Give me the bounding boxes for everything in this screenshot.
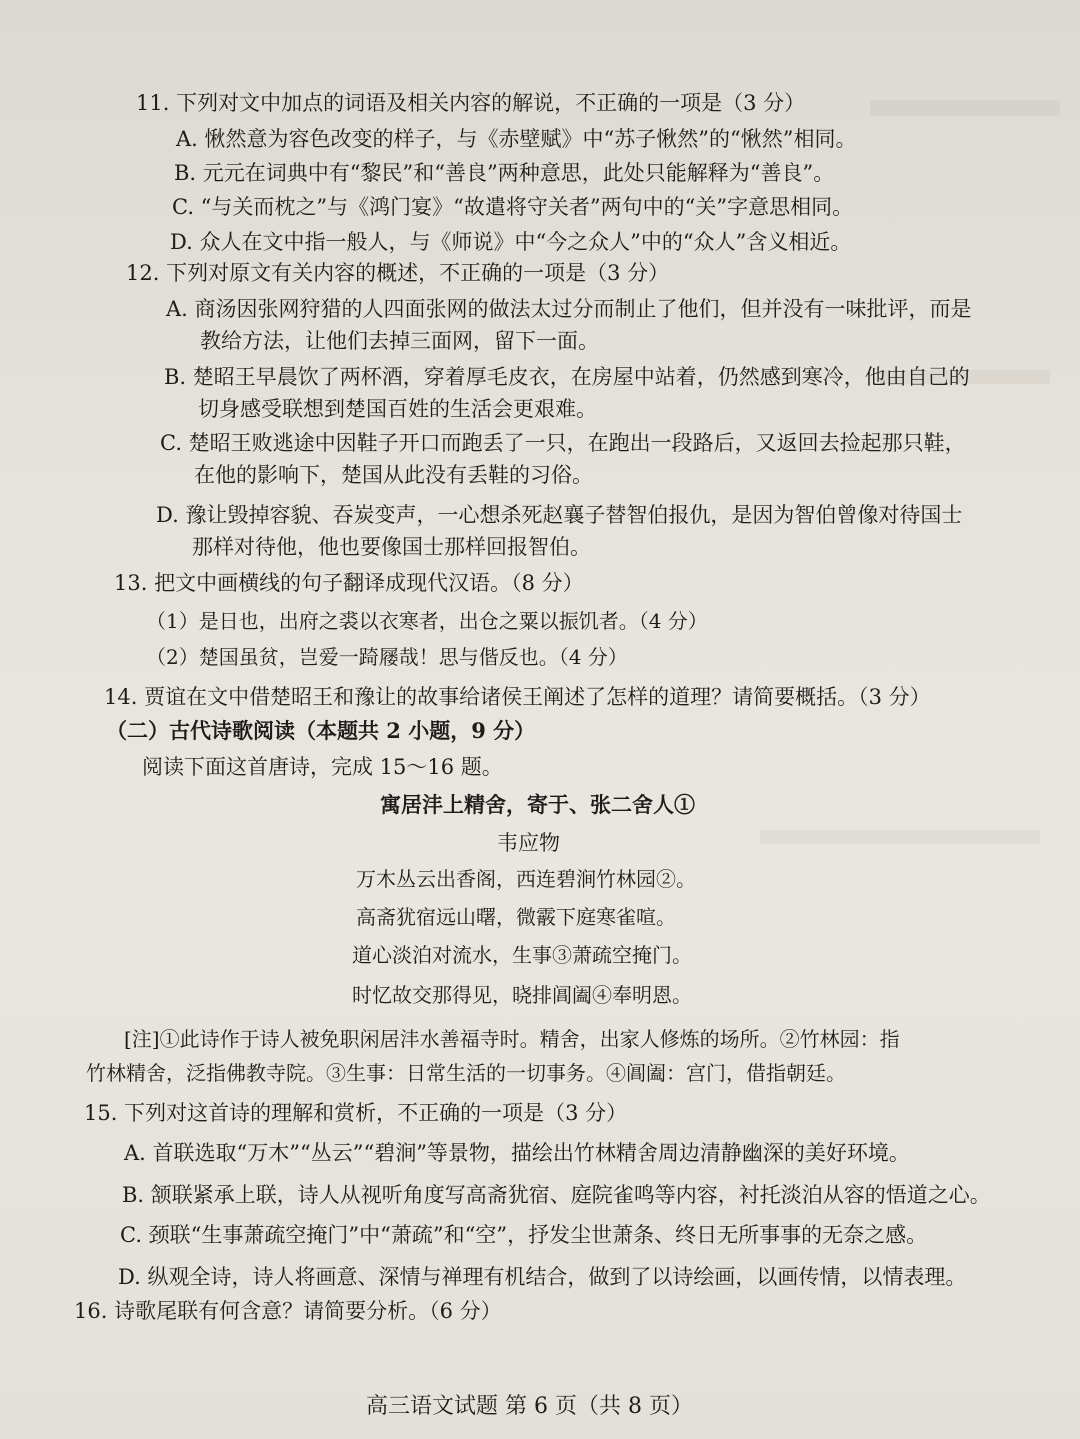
poem-line-3: 道心淡泊对流水，生事③萧疏空掩门。: [352, 943, 692, 967]
q15-stem: 15. 下列对这首诗的理解和赏析，不正确的一项是（3 分）: [84, 1101, 628, 1125]
q13-stem: 13. 把文中画横线的句子翻译成现代汉语。（8 分）: [114, 571, 584, 595]
poem-line-4: 时忆故交那得见，晓排阊阖④奉明恩。: [352, 983, 692, 1007]
q12-option-b-line1: B. 楚昭王早晨饮了两杯酒，穿着厚毛皮衣，在房屋中站着，仍然感到寒冷，他由自己的: [164, 365, 970, 389]
q12-option-c-line2: 在他的影响下，楚国从此没有丢鞋的习俗。: [194, 463, 593, 487]
poem-line-2: 高斋犹宿远山曙，微霰下庭寒雀喧。: [356, 905, 676, 929]
q12-option-a-line1: A. 商汤因张网狩猎的人四面张网的做法太过分而制止了他们，但并没有一味批评，而是: [166, 297, 972, 321]
poem-author: 韦应物: [497, 831, 560, 855]
q15-option-c: C. 颈联“生事萧疏空掩门”中“萧疏”和“空”，抒发尘世萧条、终日无所事事的无奈之感。: [120, 1223, 928, 1247]
notes-line-1: [注]①此诗作于诗人被免职闲居沣水善福寺时。精舍，出家人修炼的场所。②竹林园：指: [124, 1027, 900, 1051]
q13-sentence-1: （1）是日也，出府之裘以衣寒者，出仓之粟以振饥者。（4 分）: [146, 609, 708, 633]
poem-title: 寓居沣上精舍，寄于、张二舍人①: [380, 792, 695, 817]
q12-option-a-line2: 教给方法，让他们去掉三面网，留下一面。: [200, 329, 599, 353]
q15-option-b: B. 颔联紧承上联，诗人从视听角度写高斋犹宿、庭院雀鸣等内容，衬托淡泊从容的悟道之心。: [122, 1183, 991, 1207]
q11-stem: 11. 下列对文中加点的词语及相关内容的解说，不正确的一项是（3 分）: [136, 91, 806, 115]
q15-option-a: A. 首联选取“万木”“丛云”“碧涧”等景物，描绘出竹林精舍周边清静幽深的美好环境。: [124, 1141, 910, 1165]
q16-stem: 16. 诗歌尾联有何含意？请简要分析。（6 分）: [74, 1299, 502, 1323]
notes-line-2: 竹林精舍，泛指佛教寺院。③生事：日常生活的一切事务。④阊阖：宫门，借指朝廷。: [86, 1061, 846, 1085]
section-heading: （二）古代诗歌阅读（本题共 2 小题，9 分）: [106, 718, 536, 743]
q11-option-d: D. 众人在文中指一般人，与《师说》中“今之众人”中的“众人”含义相近。: [170, 230, 852, 254]
page-footer: 高三语文试题 第 6 页（共 8 页）: [366, 1394, 693, 1419]
q13-sentence-2: （2）楚国虽贫，岂爱一踦屦哉！思与偕反也。（4 分）: [146, 645, 628, 669]
bleed-through-mark: [870, 100, 1060, 116]
q11-option-c: C. “与关而枕之”与《鸿门宴》“故遣将守关者”两句中的“关”字意思相同。: [172, 195, 854, 219]
q12-option-b-line2: 切身感受联想到楚国百姓的生活会更艰难。: [198, 397, 597, 421]
q12-stem: 12. 下列对原文有关内容的概述，不正确的一项是（3 分）: [126, 261, 670, 285]
q15-option-d: D. 纵观全诗，诗人将画意、深情与禅理有机结合，做到了以诗绘画，以画传情，以情表理。: [118, 1265, 967, 1289]
q12-option-d-line2: 那样对待他，他也要像国士那样回报智伯。: [192, 535, 591, 559]
q11-option-b: B. 元元在词典中有“黎民”和“善良”两种意思，此处只能解释为“善良”。: [174, 161, 835, 185]
q12-option-c-line1: C. 楚昭王败逃途中因鞋子开口而跑丢了一只，在跑出一段路后，又返回去捡起那只鞋，: [160, 431, 966, 455]
q11-option-a: A. 愀然意为容色改变的样子，与《赤壁赋》中“苏子愀然”的“愀然”相同。: [176, 127, 857, 151]
q14-stem: 14. 贾谊在文中借楚昭王和豫让的故事给诸侯王阐述了怎样的道理？请简要概括。（3 分）: [104, 685, 931, 709]
section-instruction: 阅读下面这首唐诗，完成 15～16 题。: [142, 755, 503, 779]
poem-line-1: 万木丛云出香阁，西连碧涧竹林园②。: [356, 867, 696, 891]
bleed-through-mark: [760, 830, 1040, 844]
q12-option-d-line1: D. 豫让毁掉容貌、吞炭变声，一心想杀死赵襄子替智伯报仇，是因为智伯曾像对待国士: [156, 503, 963, 527]
